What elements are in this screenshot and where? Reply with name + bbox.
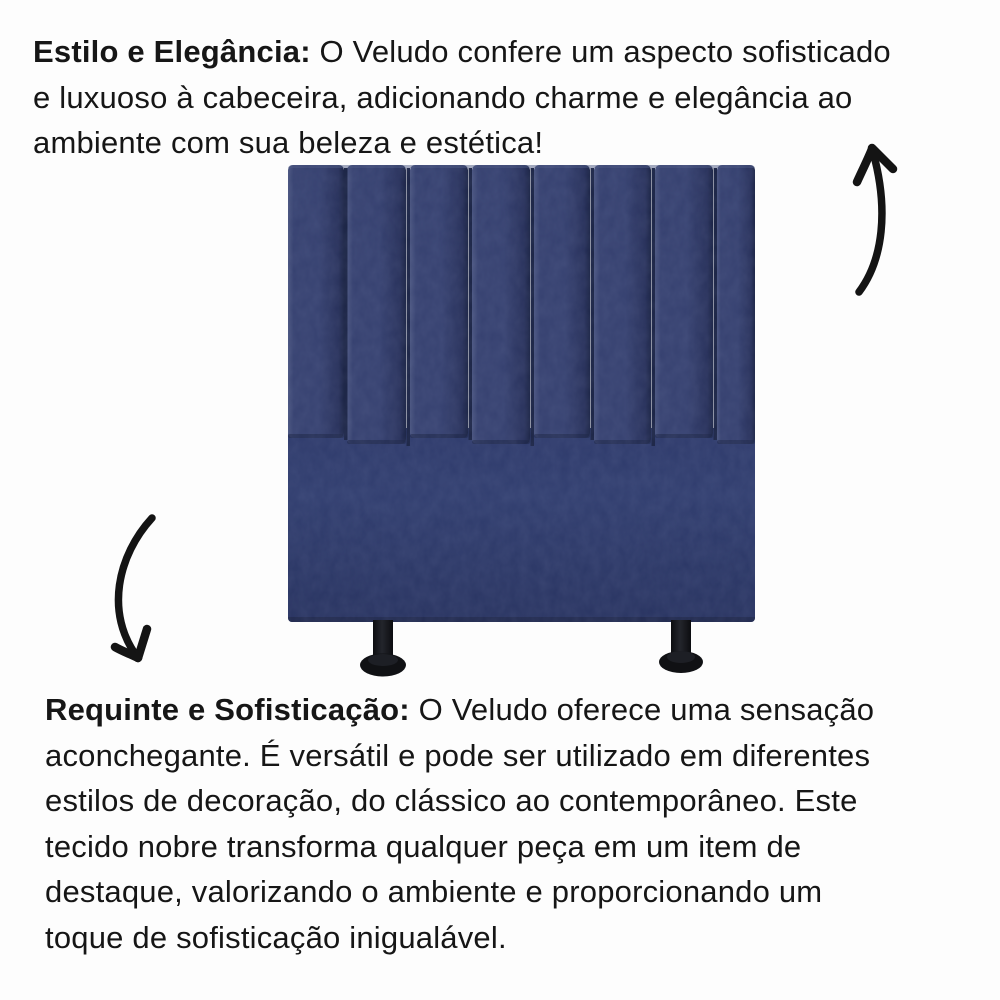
- top-text-line-2: e luxuoso à cabeceira, adicionando charme e elegância ao: [33, 79, 853, 115]
- product-photo-headboard: [270, 160, 770, 685]
- bottom-text-line-1: Requinte e Sofisticação: O Veludo oferece uma sensação: [45, 692, 875, 727]
- curved-arrow-up-icon: [836, 132, 916, 307]
- left-foot: [360, 620, 406, 677]
- bottom-text-line-4: tecido nobre transforma qualquer peça em um item de: [45, 828, 802, 864]
- top-lead-in: Estilo e Elegância:: [33, 34, 311, 69]
- bottom-text-line-6: toque de sofisticação inigualável.: [45, 919, 507, 955]
- curved-arrow-down-icon: [98, 505, 168, 675]
- bottom-description-text: [45, 687, 874, 960]
- headboard: [288, 165, 755, 622]
- top-text-line-1: Estilo e Elegância: O Veludo confere um aspecto sofisticado: [33, 34, 891, 69]
- bottom-text-line-3: estilos de decoração, do clássico ao contemporâneo. Este: [45, 783, 858, 818]
- bottom-text-line-5: destaque, valorizando o ambiente e proporcionando um: [45, 874, 823, 909]
- bottom-lead-in: Requinte e Sofisticação:: [45, 692, 410, 727]
- velvet-texture: [288, 165, 755, 622]
- right-foot: [659, 620, 703, 673]
- top-text-line-3: ambiente com sua beleza e estética!: [33, 125, 544, 160]
- top-description-text: [33, 29, 891, 166]
- bottom-text-line-2: aconchegante. É versátil e pode ser utilizado em diferentes: [45, 737, 871, 773]
